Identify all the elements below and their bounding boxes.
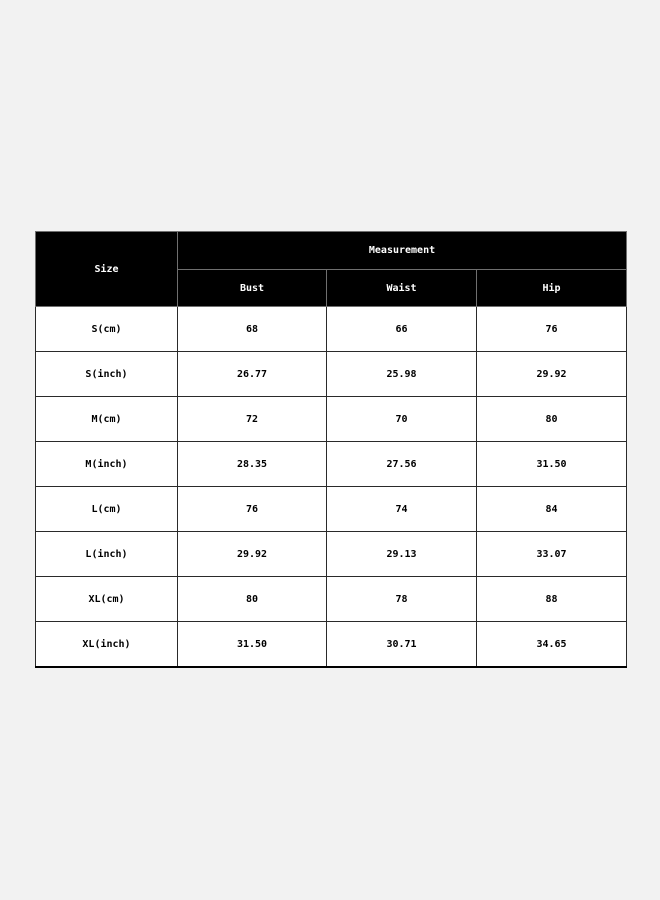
hip-cell: 29.92 bbox=[477, 352, 627, 397]
measurement-header: Measurement bbox=[178, 232, 627, 270]
size-cell: M(cm) bbox=[36, 397, 178, 442]
table-row bbox=[36, 622, 627, 668]
size-chart-table bbox=[35, 231, 627, 668]
bust-header: Bust bbox=[178, 270, 327, 307]
size-cell: S(cm) bbox=[36, 307, 178, 352]
hip-cell: 31.50 bbox=[477, 442, 627, 487]
bust-cell: 76 bbox=[178, 487, 327, 532]
hip-header: Hip bbox=[477, 270, 627, 307]
table-row bbox=[36, 442, 627, 487]
bust-cell: 31.50 bbox=[178, 622, 327, 668]
hip-cell: 80 bbox=[477, 397, 627, 442]
hip-cell: 33.07 bbox=[477, 532, 627, 577]
waist-cell: 29.13 bbox=[327, 532, 477, 577]
table-row bbox=[36, 532, 627, 577]
size-cell: XL(cm) bbox=[36, 577, 178, 622]
waist-cell: 30.71 bbox=[327, 622, 477, 668]
bust-cell: 68 bbox=[178, 307, 327, 352]
hip-cell: 34.65 bbox=[477, 622, 627, 668]
hip-cell: 84 bbox=[477, 487, 627, 532]
bust-cell: 26.77 bbox=[178, 352, 327, 397]
size-cell: M(inch) bbox=[36, 442, 178, 487]
table-header bbox=[36, 232, 627, 307]
waist-cell: 25.98 bbox=[327, 352, 477, 397]
waist-cell: 74 bbox=[327, 487, 477, 532]
bust-cell: 72 bbox=[178, 397, 327, 442]
size-cell: L(cm) bbox=[36, 487, 178, 532]
waist-cell: 78 bbox=[327, 577, 477, 622]
bust-cell: 80 bbox=[178, 577, 327, 622]
size-cell: XL(inch) bbox=[36, 622, 178, 668]
waist-cell: 27.56 bbox=[327, 442, 477, 487]
table-row bbox=[36, 307, 627, 352]
table-body bbox=[36, 307, 627, 668]
bust-cell: 29.92 bbox=[178, 532, 327, 577]
table-row bbox=[36, 577, 627, 622]
size-cell: L(inch) bbox=[36, 532, 178, 577]
table-row bbox=[36, 397, 627, 442]
waist-cell: 66 bbox=[327, 307, 477, 352]
bust-cell: 28.35 bbox=[178, 442, 327, 487]
size-cell: S(inch) bbox=[36, 352, 178, 397]
table-row bbox=[36, 487, 627, 532]
table-row bbox=[36, 352, 627, 397]
hip-cell: 88 bbox=[477, 577, 627, 622]
hip-cell: 76 bbox=[477, 307, 627, 352]
size-header: Size bbox=[36, 232, 178, 307]
header-row-top bbox=[36, 232, 627, 270]
waist-header: Waist bbox=[327, 270, 477, 307]
waist-cell: 70 bbox=[327, 397, 477, 442]
